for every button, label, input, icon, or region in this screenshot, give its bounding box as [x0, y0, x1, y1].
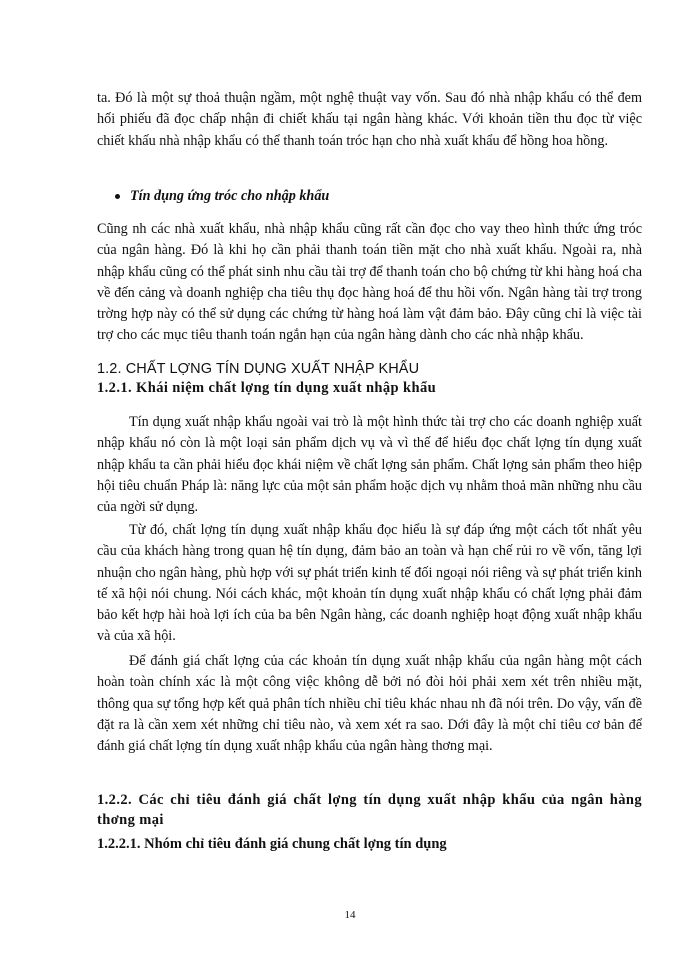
- bullet-heading-text: Tín dụng ứng tróc cho nhập khẩu: [130, 188, 330, 204]
- page-number: 14: [344, 909, 356, 921]
- paragraph-text: ta. Đó là một sự thoả thuận ngầm, một nghệ thuật vay vốn. Sau đó nhà nhập khẩu có thể đem hối phiếu đã đọc chấp nhận đi chiết khấu tại ngân hàng khác. Với khoản tiền thu đọc từ việc chiết khấu nhà nhập khẩu có thể thanh toán tróc hạn cho nhà xuất khẩu để hồng hoa hồng.: [97, 90, 642, 149]
- paragraph-text: Để đánh giá chất lợng của các khoản tín dụng xuất nhập khẩu của ngân hàng một cách hoàn toàn chính xác là một công việc không dễ bởi nó đòi hỏi phải xem xét trên nhiều mặt, thông qua sự tổng hợp kết quả phân tích nhiều chỉ tiêu khác nhau nh đã nói trên. Do vậy, vấn đề đặt ra là cần xem xét những chỉ tiêu nào, và xem xét ra sao. Dới đây là một chỉ tiêu cơ bản để đánh giá chất lợng tín dụng xuất nhập khẩu của ngân hàng thơng mại.: [97, 653, 642, 755]
- paragraph-intro: [97, 88, 642, 152]
- section-heading: 1.2. CHẤT LỢNG TÍN DỤNG XUẤT NHẬP KHẨU: [97, 361, 420, 377]
- paragraph-quality-meaning: [97, 520, 642, 648]
- paragraph-quality-evaluation: [97, 651, 642, 757]
- paragraph-quality-definition: [97, 412, 642, 518]
- paragraph-text: Cũng nh các nhà xuất khẩu, nhà nhập khẩu cũng rất cần đọc cho vay theo hình thức ứng tróc của ngân hàng. Đó là khi họ cần phải thanh toán tiền mặt cho nhà xuất khẩu. Ngoài ra, nhà nhập khẩu cũng có thể phát sinh nhu cầu tài trợ để thanh toán cho bộ chứng từ khi hàng hoá cha về đến cảng và doanh nghiệp cha tiêu thụ đọc hàng hoá để thu hồi vốn. Ngân hàng tài trợ trong trờng hợp này có thể sử dụng các chứng từ hàng hoá làm vật đảm bảo. Đây cũng chỉ là việc tài trợ cho các mục tiêu thanh toán ngắn hạn của ngân hàng dành cho các nhà nhập khẩu.: [97, 221, 642, 344]
- subsection-heading-2: 1.2.2. Các chỉ tiêu đánh giá chất lợng tín dụng xuất nhập khẩu của ngân hàng thơng mại: [97, 792, 642, 828]
- bullet-icon: [115, 194, 120, 199]
- paragraph-text: Tín dụng xuất nhập khẩu ngoài vai trò là một hình thức tài trợ cho các doanh nghiệp xuất nhập khẩu nó còn là một loại sản phẩm dịch vụ và vì thế để hiểu đọc chất lợng tín dụng xuất nhập khẩu ta cần phải hiểu đọc khái niệm về chất lợng sản phẩm. Chất lợng sản phẩm theo hiệp hội tiêu chuẩn Pháp là: năng lực của một sản phẩm hoặc dịch vụ nhằm thoả mãn những nhu cầu của ngời sử dụng.: [97, 414, 642, 516]
- paragraph-import-credit: [97, 219, 642, 347]
- subsubsection-heading: 1.2.2.1. Nhóm chỉ tiêu đánh giá chung chất lợng tín dụng: [97, 836, 447, 852]
- bullet-heading: [130, 188, 329, 205]
- paragraph-text: Từ đó, chất lợng tín dụng xuất nhập khẩu đọc hiểu là sự đáp ứng một cách tốt nhất yêu cầu của khách hàng trong quan hệ tín dụng, đảm bảo an toàn và hạn chế rủi ro về vốn, tăng lợi nhuận cho ngân hàng, phù hợp với sự phát triển kinh tế đối ngoại nói riêng và sự phát triển kinh tế xã hội nói chung. Nói cách khác, một khoản tín dụng xuất nhập khẩu có chất lợng phải đảm bảo kết hợp hài hoà lợi ích của ba bên Ngân hàng, các doanh nghiệp hoạt động xuất nhập khẩu và của xã hội.: [97, 522, 642, 645]
- subsection-heading: 1.2.1. Khái niệm chất lợng tín dụng xuất nhập khẩu: [97, 380, 437, 396]
